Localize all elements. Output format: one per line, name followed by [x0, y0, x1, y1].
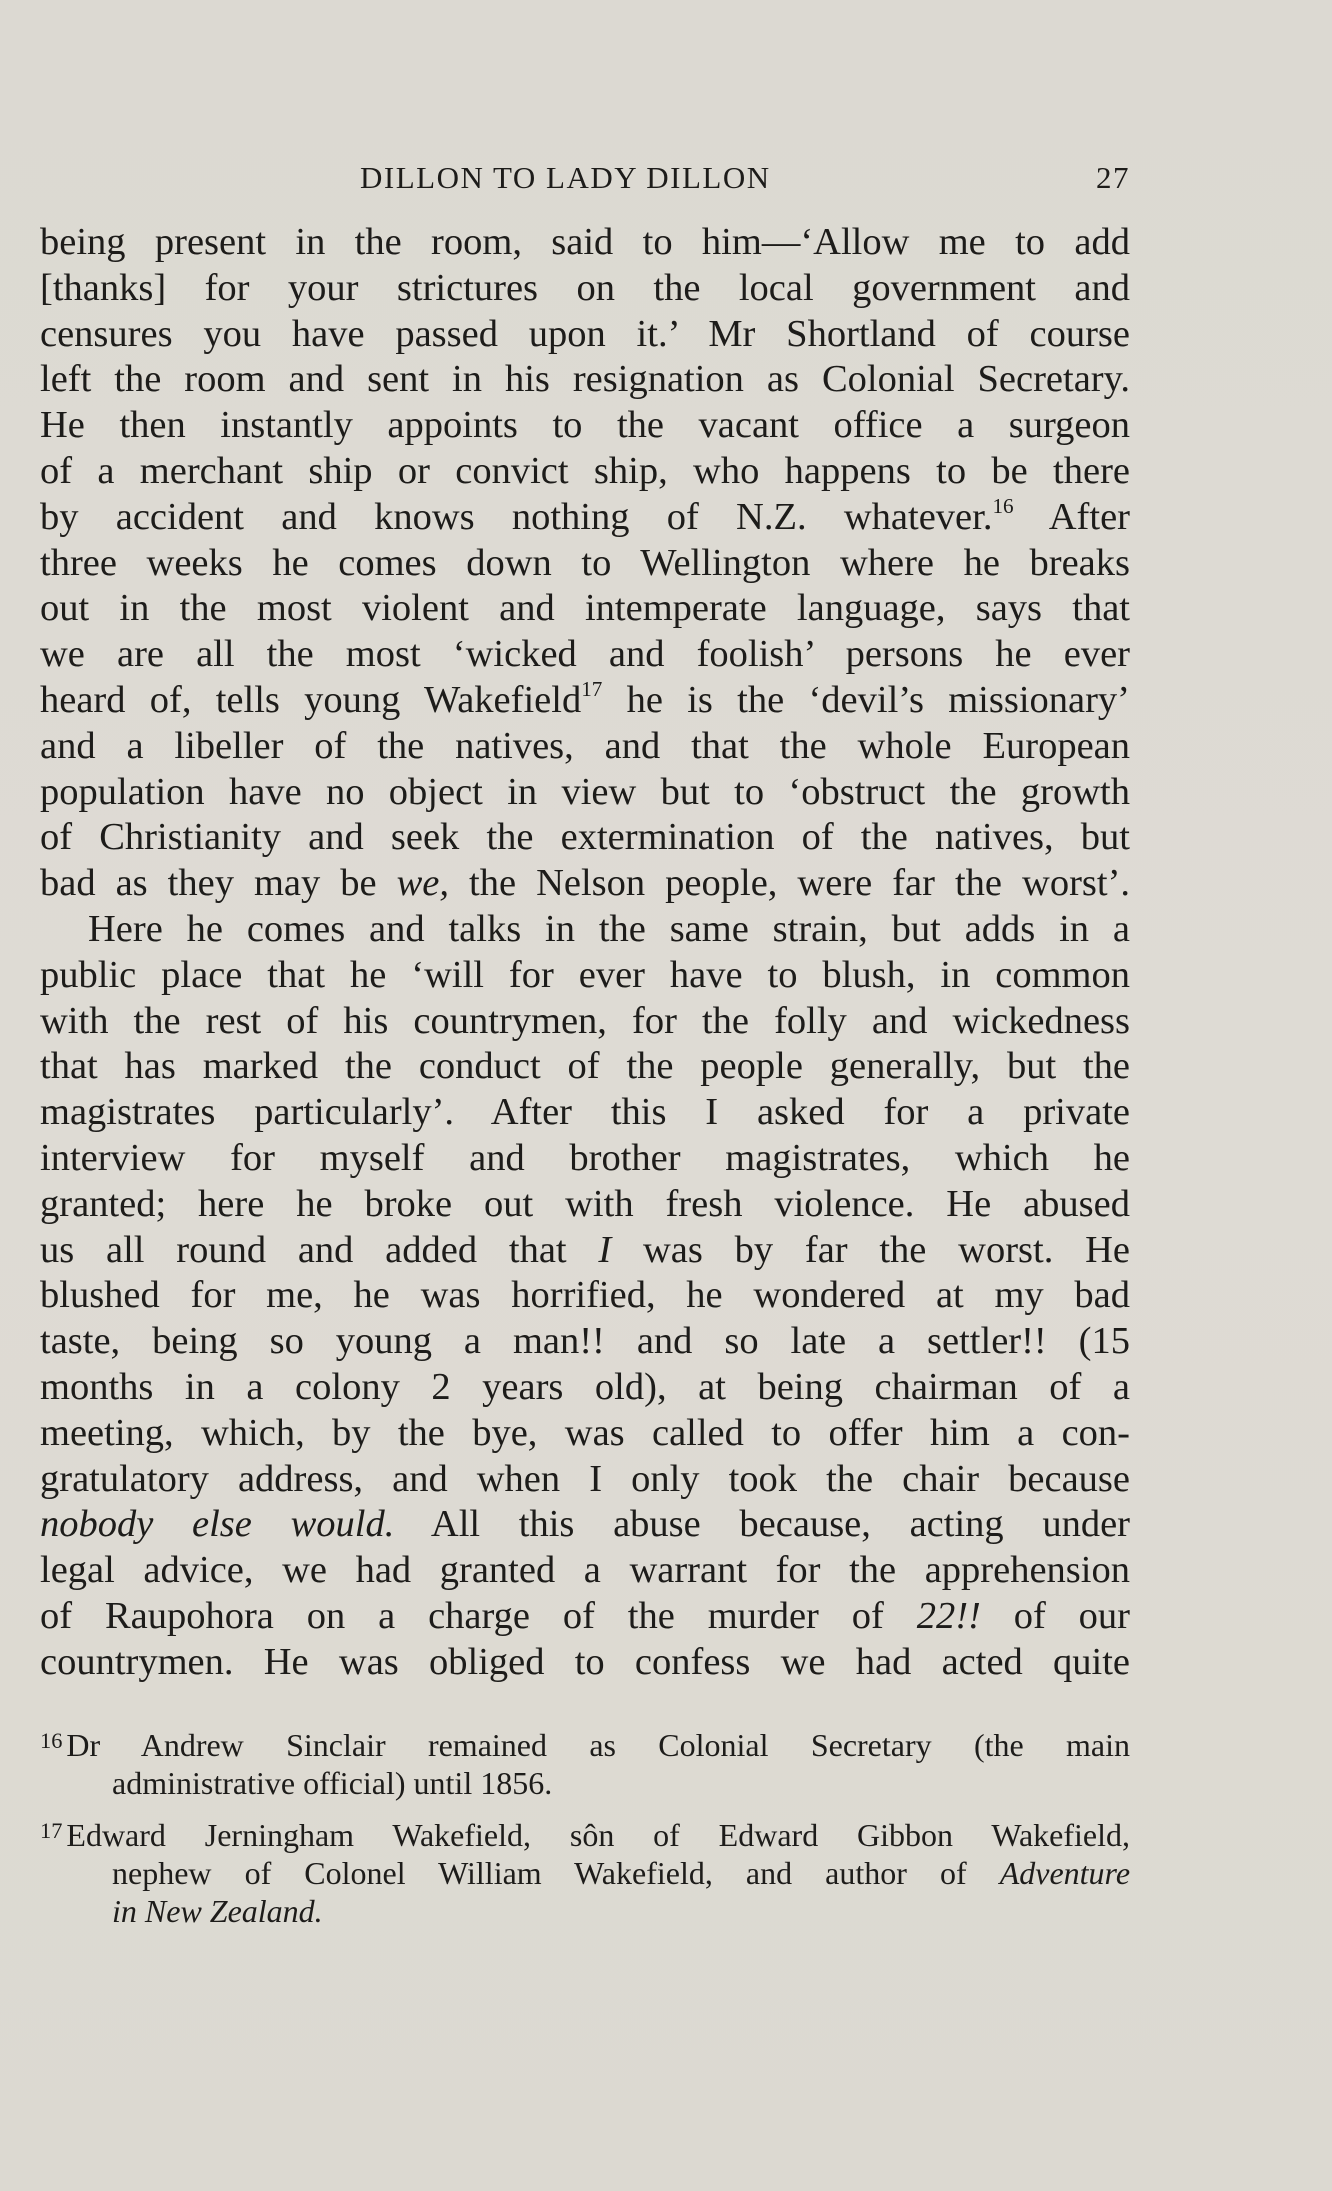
text-line: population have no object in view but to ‘obstruct the growth — [40, 770, 1130, 813]
text-line — [40, 1502, 1130, 1548]
footnote-17 — [40, 1812, 1130, 1930]
footnote-ref-17: 17 — [581, 677, 603, 702]
text-line: three weeks he comes down to Wellington where he breaks — [40, 541, 1130, 584]
footnote-16 — [40, 1722, 1130, 1802]
text-line: being present in the room, said to him—‘Allow me to add — [40, 221, 1130, 263]
text-line: Here he comes and talks in the same strain, but adds in a — [88, 907, 1130, 950]
text-line: interview for myself and brother magistrates, which he — [40, 1136, 1130, 1179]
text-line: blushed for me, he was horrified, he wondered at my bad — [40, 1274, 1130, 1317]
text-line: [thanks] for your strictures on the local government and — [40, 266, 1130, 309]
text-line: with the rest of his countrymen, for the folly and wickedness — [40, 999, 1130, 1042]
footnote-line — [40, 1722, 1130, 1764]
text-line: meeting, which, by the bye, was called to offer him a con- — [40, 1411, 1130, 1454]
text-line: of Christianity and seek the extermination of the natives, but — [40, 816, 1130, 859]
footnote-line — [40, 1854, 1130, 1892]
text-line: and a libeller of the natives, and that the whole European — [40, 724, 1130, 767]
text-run: by accident and knows nothing of N.Z. whatever. — [40, 495, 993, 538]
text-line: granted; here he broke out with fresh violence. He abused — [40, 1182, 1130, 1225]
text-line — [40, 495, 1130, 541]
text-run: All this abuse because, acting under — [430, 1503, 1130, 1546]
text-line: taste, being so young a man!! and so late a settler!! (15 — [40, 1320, 1130, 1363]
italic-run: I — [598, 1228, 612, 1271]
footnote-number: 17 — [40, 1817, 63, 1843]
footnotes — [40, 1722, 1130, 1940]
italic-run: in New Zealand. — [112, 1892, 323, 1929]
running-title: DILLON TO LADY DILLON — [360, 160, 771, 195]
text-line: gratulatory address, and when I only took the chair because — [40, 1457, 1130, 1500]
italic-run: nobody else would. — [40, 1503, 395, 1546]
text-line: He then instantly appoints to the vacant office a surgeon — [40, 404, 1130, 447]
text-line: legal advice, we had granted a warrant for the apprehension — [40, 1549, 1130, 1592]
footnote-line — [40, 1812, 1130, 1854]
running-head — [40, 156, 1130, 206]
text-run: bad as they may be — [40, 862, 377, 905]
text-run: us all round and added that — [40, 1228, 567, 1271]
text-line: months in a colony 2 years old), at being chairman of a — [40, 1365, 1130, 1408]
text-run: After — [1048, 495, 1130, 538]
italic-run: Adventure — [999, 1854, 1131, 1891]
footnote-line: administrative official) until 1856. — [112, 1764, 553, 1801]
italic-run: 22!! — [916, 1594, 981, 1637]
text-run: Dr Andrew Sinclair remained as Colonial Secretary (the main — [66, 1726, 1130, 1763]
text-run: heard of, tells young Wakefield — [40, 678, 582, 721]
text-run: nephew of Colonel William Wakefield, and author of — [112, 1854, 967, 1891]
text-line: of a merchant ship or convict ship, who happens to be there — [40, 449, 1130, 492]
text-line: public place that he ‘will for ever have to blush, in common — [40, 953, 1130, 996]
text-run: of Raupohora on a charge of the murder of — [40, 1594, 884, 1637]
text-line: countrymen. He was obliged to confess we had acted quite — [40, 1640, 1130, 1683]
text-line — [40, 1594, 1130, 1640]
footnote-number: 16 — [40, 1728, 63, 1753]
footnote-line — [40, 1892, 1130, 1930]
text-line: magistrates particularly’. After this I asked for a private — [40, 1091, 1130, 1134]
text-line — [40, 678, 1130, 724]
text-line — [40, 861, 1130, 907]
text-line — [40, 1228, 1130, 1274]
text-line: censures you have passed upon it.’ Mr Shortland of course — [40, 312, 1130, 355]
text-run: was by far the worst. He — [642, 1228, 1130, 1271]
italic-run: we, — [396, 862, 450, 905]
page-number: 27 — [1096, 160, 1130, 195]
text-run: of our — [1013, 1594, 1130, 1637]
text-run: the Nelson people, were far the worst’. — [469, 862, 1131, 905]
text-line: that has marked the conduct of the people generally, but the — [40, 1045, 1130, 1088]
text-line: left the room and sent in his resignation as Colonial Secretary. — [40, 358, 1130, 401]
text-run: Edward Jerningham Wakefield, sôn of Edward Gibbon Wakefield, — [66, 1816, 1130, 1853]
text-line: we are all the most ‘wicked and foolish’ persons he ever — [40, 633, 1130, 676]
body-text — [40, 220, 1130, 1686]
footnote-ref-16: 16 — [992, 493, 1014, 518]
text-run: he is the ‘devil’s missionary’ — [626, 678, 1130, 721]
text-line: out in the most violent and intemperate language, says that — [40, 587, 1130, 630]
